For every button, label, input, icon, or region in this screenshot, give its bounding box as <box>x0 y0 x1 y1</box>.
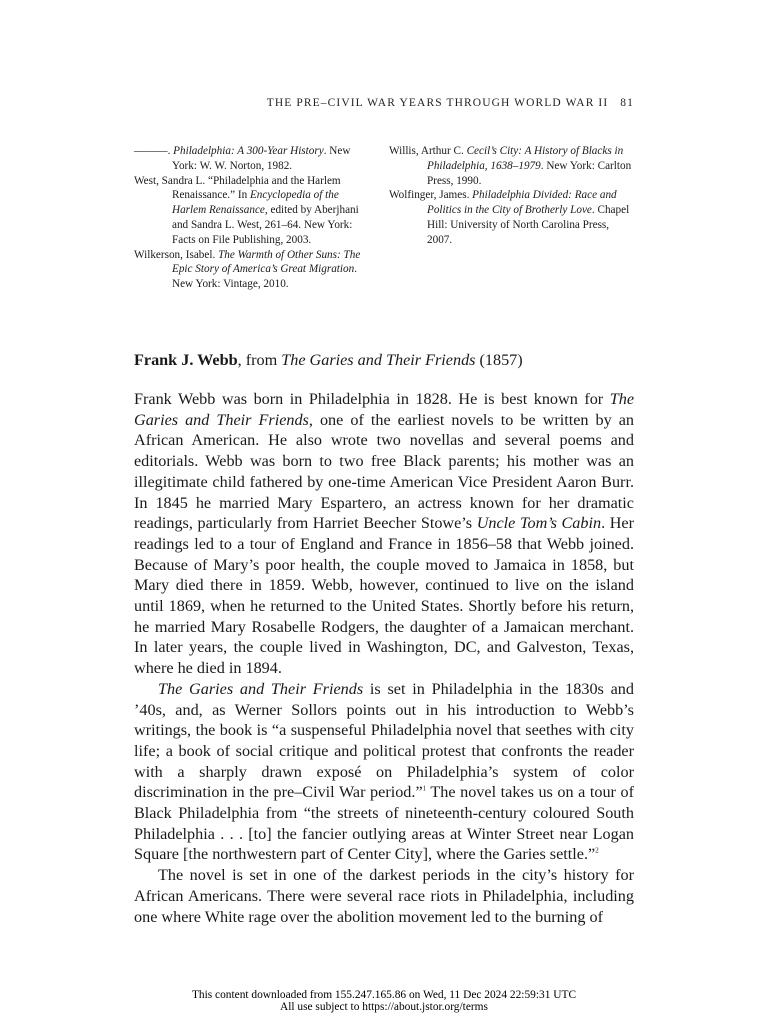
footnote-ref: 1 <box>422 784 427 793</box>
bibliography-entry <box>389 144 634 188</box>
terms-of-use-notice: All use subject to https://about.jstor.org/terms <box>280 1001 488 1014</box>
text-run: The novel is set in one of the darkest periods in the city’s history for African Americans. There were several race riots in Philadelphia, including one where White rage over the abolition movement led to the burning of <box>134 866 634 926</box>
text-run: The Garies and Their Friends <box>158 679 364 698</box>
text-run: . New York: W. W. Norton, 1982. <box>172 145 351 172</box>
text-run: ———. <box>134 145 174 157</box>
entry-year: (1857) <box>475 351 523 369</box>
bibliography-entry <box>134 248 374 292</box>
text-run: The Warmth of Other Suns: The Epic Story of America’s Great Migration <box>172 248 361 276</box>
page-number: 81 <box>620 97 634 109</box>
text-run: Willis, Arthur C. <box>389 145 467 157</box>
text-run: Encyclopedia of the Harlem Renaissance <box>172 189 339 217</box>
body-text <box>134 389 634 927</box>
text-run: The Garies and Their Friends <box>134 390 634 429</box>
footnote-ref: 2 <box>595 847 599 856</box>
text-run: . Her readings led to a tour of England and France in 1856–58 that Webb joined. Because of Mary’s poor health, the couple moved to Jamaica in 1858, but Mary died there in 1859. Webb, however, continued to live on the island until 1869, when he returned to the United States. Shortly before his return, he married Mary Rosabelle Rodgers, the daughter of a Jamaican merchant. In later years, the couple lived in Washington, DC, and Galveston, Texas, where he died in 1894. <box>134 514 634 678</box>
body-paragraph <box>134 389 634 679</box>
text-run: is set in Philadelphia in the 1830s and ’40s, and, as Werner Sollors points out in his introduction to Webb’s writings, the book is “a suspenseful Philadelphia novel that seethes with city life; a book of social critique and political protest that confronts the reader with a sharply drawn exposé on Philadelphia’s system of color discrimination in the pre–Civil War period.” <box>134 679 634 802</box>
text-run: Wolfinger, James. <box>389 189 473 202</box>
text-run: , one of the earliest novels to be written by an African American. He also wrote two novellas and several poems and editorials. Webb was born to two free Black parents; his mother was an illegitimate child fathered by one-time American Vice President Aaron Burr. In 1845 he married Mary Espartero, an actress known for her dramatic readings, particularly from Harriet Beecher Stowe’s <box>134 410 635 533</box>
body-paragraph <box>134 679 634 865</box>
bibliography-entry <box>134 144 374 174</box>
body-paragraph <box>134 865 634 927</box>
download-notice-line-1: This content downloaded from 155.247.165.86 on Wed, 11 Dec 2024 22:59:31 UTC <box>191 989 577 1001</box>
text-run: Philadelphia Divided: Race and Politics in the City of Brotherly Love <box>427 189 617 217</box>
text-run: West, Sandra L. “Philadelphia and the Harlem Renaissance.” In <box>134 174 341 202</box>
text-run: Uncle Tom’s Cabin <box>476 514 602 533</box>
entry-work-title: The Garies and Their Friends <box>281 351 476 369</box>
entry-author: Frank J. Webb <box>134 351 238 369</box>
text-run: Cecil’s City: A History of Blacks in Philadelphia, 1638–1979 <box>427 145 624 172</box>
text-run: Philadelphia: A 300-Year History <box>173 145 324 157</box>
text-run: . New York: Carlton Press, 1990. <box>427 159 632 187</box>
bibliography-entry <box>389 188 634 247</box>
text-run: . New York: Vintage, 2010. <box>172 263 357 291</box>
running-head-title: THE PRE–CIVIL WAR YEARS THROUGH WORLD WAR II <box>266 97 609 109</box>
bibliography-column-right <box>389 144 634 248</box>
text-run: , edited by Aberjhani and Sandra L. West, 261–64. New York: Facts on File Publishing, 2003. <box>172 204 359 246</box>
entry-heading <box>134 349 634 371</box>
running-head <box>134 97 634 109</box>
entry-from: , from <box>237 351 282 369</box>
bibliography-column-left <box>134 144 374 292</box>
text-run: . Chapel Hill: University of North Carolina Press, 2007. <box>427 204 630 246</box>
text-run: The novel takes us on a tour of Black Philadelphia from “the streets of nineteenth-century coloured South Philadelphia . . . [to] the fancier outlying areas at Winter Street near Logan Square [the northwestern part of Center City], where the Garies settle.” <box>134 783 634 864</box>
bibliography-entry <box>134 174 374 248</box>
download-notice <box>0 989 768 1014</box>
text-run: Frank Webb was born in Philadelphia in 1828. He is best known for <box>134 390 610 408</box>
text-run: Wilkerson, Isabel. <box>134 248 219 261</box>
